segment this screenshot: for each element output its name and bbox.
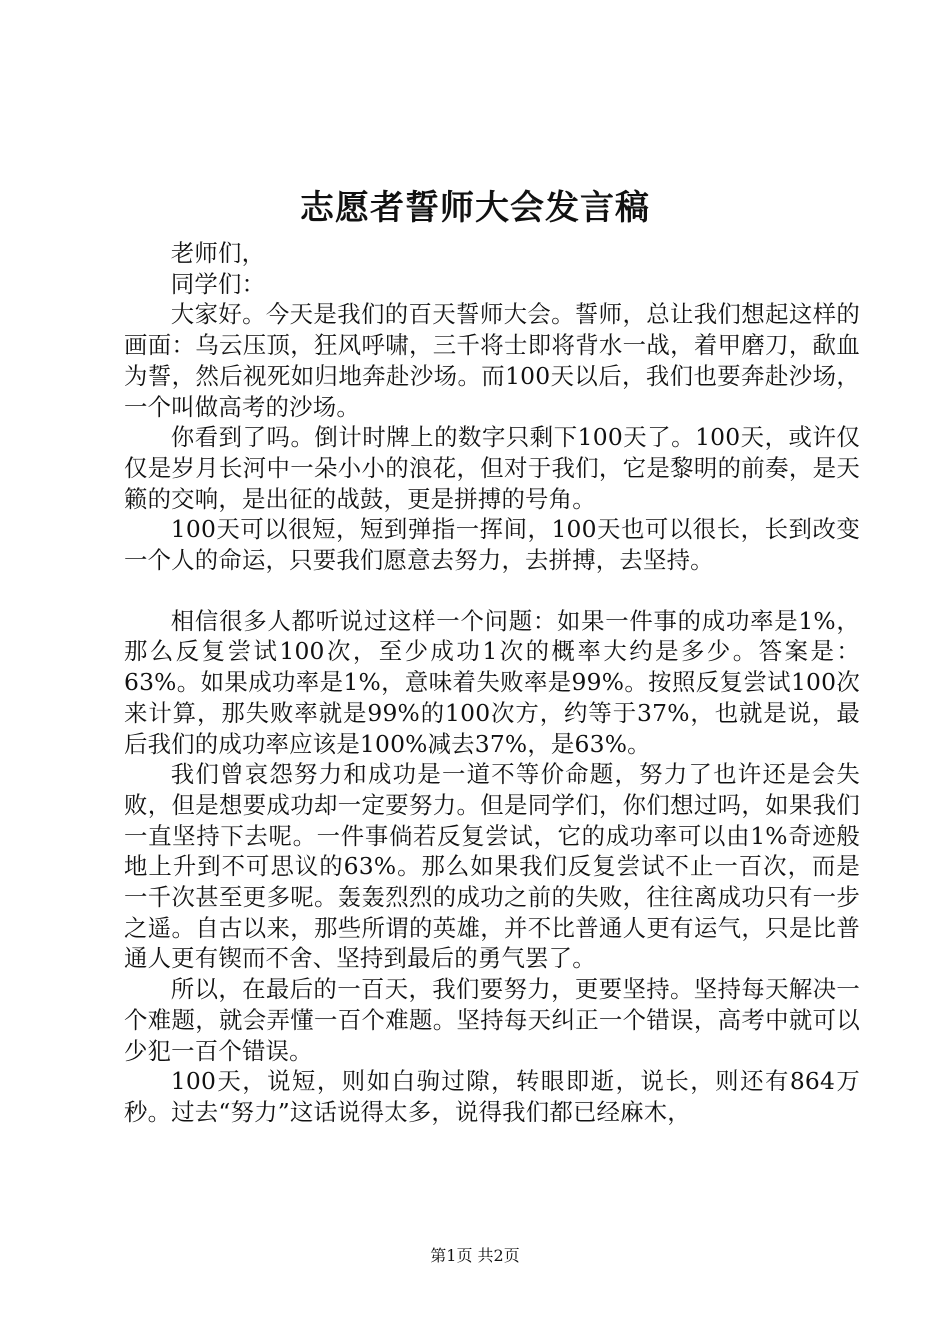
paragraph: 你看到了吗。倒计时牌上的数字只剩下100天了。100天，或许仅仅是岁月长河中一朵小小的浪花，但对于我们，它是黎明的前奏，是天籁的交响，是出征的战鼓，更是拼搏的号角。 [124,423,860,513]
document-body [124,238,860,1128]
page-footer: 第1页 共2页 [430,1246,520,1265]
paragraph: 相信很多人都听说过这样一个问题：如果一件事的成功率是1%，那么反复尝试100次，至少成功1次的概率大约是多少。答案是：63%。如果成功率是1%，意味着失败率是99%。按照反复尝试100次来计算，那失败率就是99%的100次方，约等于37%，也就是说，最后我们的成功率应该是100%减去37%，是63%。 [124,606,860,758]
document-title: 志愿者誓师大会发言稿 [300,188,650,228]
paragraph: 100天，说短，则如白驹过隙，转眼即逝，说长，则还有864万秒。过去“努力”这话说得太多，说得我们都已经麻木， [124,1067,860,1126]
paragraph: 所以，在最后的一百天，我们要努力，更要坚持。坚持每天解决一个难题，就会弄懂一百个难题。坚持每天纠正一个错误，高考中就可以少犯一百个错误。 [124,975,860,1065]
salutation-students: 同学们： [170,269,266,298]
paragraph: 我们曾哀怨努力和成功是一道不等价命题，努力了也许还是会失败，但是想要成功却一定要努力。但是同学们，你们想过吗，如果我们一直坚持下去呢。一件事倘若反复尝试，它的成功率可以由1%奇迹般地上升到不可思议的63%。那么如果我们反复尝试不止一百次，而是一千次甚至更多呢。轰轰烈烈的成功之前的失败，往往离成功只有一步之遥。自古以来，那些所谓的英雄，并不比普通人更有运气，只是比普通人更有锲而不舍、坚持到最后的勇气罢了。 [124,760,860,973]
salutation-teachers: 老师们， [170,239,266,267]
paragraph: 100天可以很短，短到弹指一挥间，100天也可以很长，长到改变一个人的命运，只要我们愿意去努力，去拼搏，去坚持。 [124,515,860,575]
paragraph: 大家好。今天是我们的百天誓师大会。誓师，总让我们想起这样的画面：乌云压顶，狂风呼啸，三千将士即将背水一战，着甲磨刀，歃血为誓，然后视死如归地奔赴沙场。而100天以后，我们也要奔赴沙场，一个叫做高考的沙场。 [124,300,860,421]
